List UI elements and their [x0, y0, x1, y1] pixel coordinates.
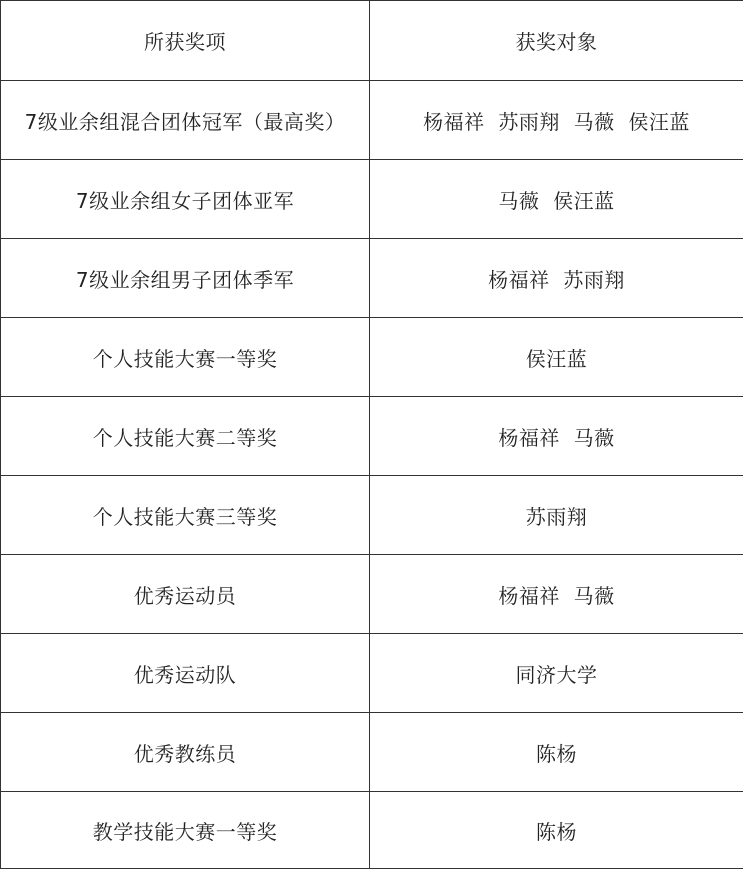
award-cell: 个人技能大赛二等奖 — [1, 397, 370, 476]
table-row — [1, 634, 743, 713]
table-row — [1, 239, 743, 318]
award-cell: 7级业余组女子团体亚军 — [1, 160, 370, 239]
table-row — [1, 555, 743, 634]
winner-cell: 陈杨 — [370, 792, 743, 869]
table-row — [1, 397, 743, 476]
table-row — [1, 476, 743, 555]
award-cell: 个人技能大赛三等奖 — [1, 476, 370, 555]
winner-cell: 杨福祥 苏雨翔 — [370, 239, 743, 318]
table-row — [1, 792, 743, 869]
award-cell: 优秀运动员 — [1, 555, 370, 634]
winner-cell: 苏雨翔 — [370, 476, 743, 555]
winner-cell: 陈杨 — [370, 713, 743, 792]
table-header-row — [1, 1, 743, 81]
winner-cell: 杨福祥 马薇 — [370, 397, 743, 476]
winner-cell: 马薇 侯汪蓝 — [370, 160, 743, 239]
winner-cell: 杨福祥 马薇 — [370, 555, 743, 634]
table-row — [1, 318, 743, 397]
award-cell: 教学技能大赛一等奖 — [1, 792, 370, 869]
winner-cell: 侯汪蓝 — [370, 318, 743, 397]
table-row — [1, 81, 743, 160]
award-cell: 个人技能大赛一等奖 — [1, 318, 370, 397]
header-award: 所获奖项 — [1, 1, 370, 81]
award-cell: 优秀运动队 — [1, 634, 370, 713]
award-cell: 7级业余组男子团体季军 — [1, 239, 370, 318]
table-row — [1, 160, 743, 239]
header-winner: 获奖对象 — [370, 1, 743, 81]
winner-cell: 同济大学 — [370, 634, 743, 713]
award-cell: 7级业余组混合团体冠军（最高奖） — [1, 81, 370, 160]
award-cell: 优秀教练员 — [1, 713, 370, 792]
table-row — [1, 713, 743, 792]
winner-cell: 杨福祥 苏雨翔 马薇 侯汪蓝 — [370, 81, 743, 160]
